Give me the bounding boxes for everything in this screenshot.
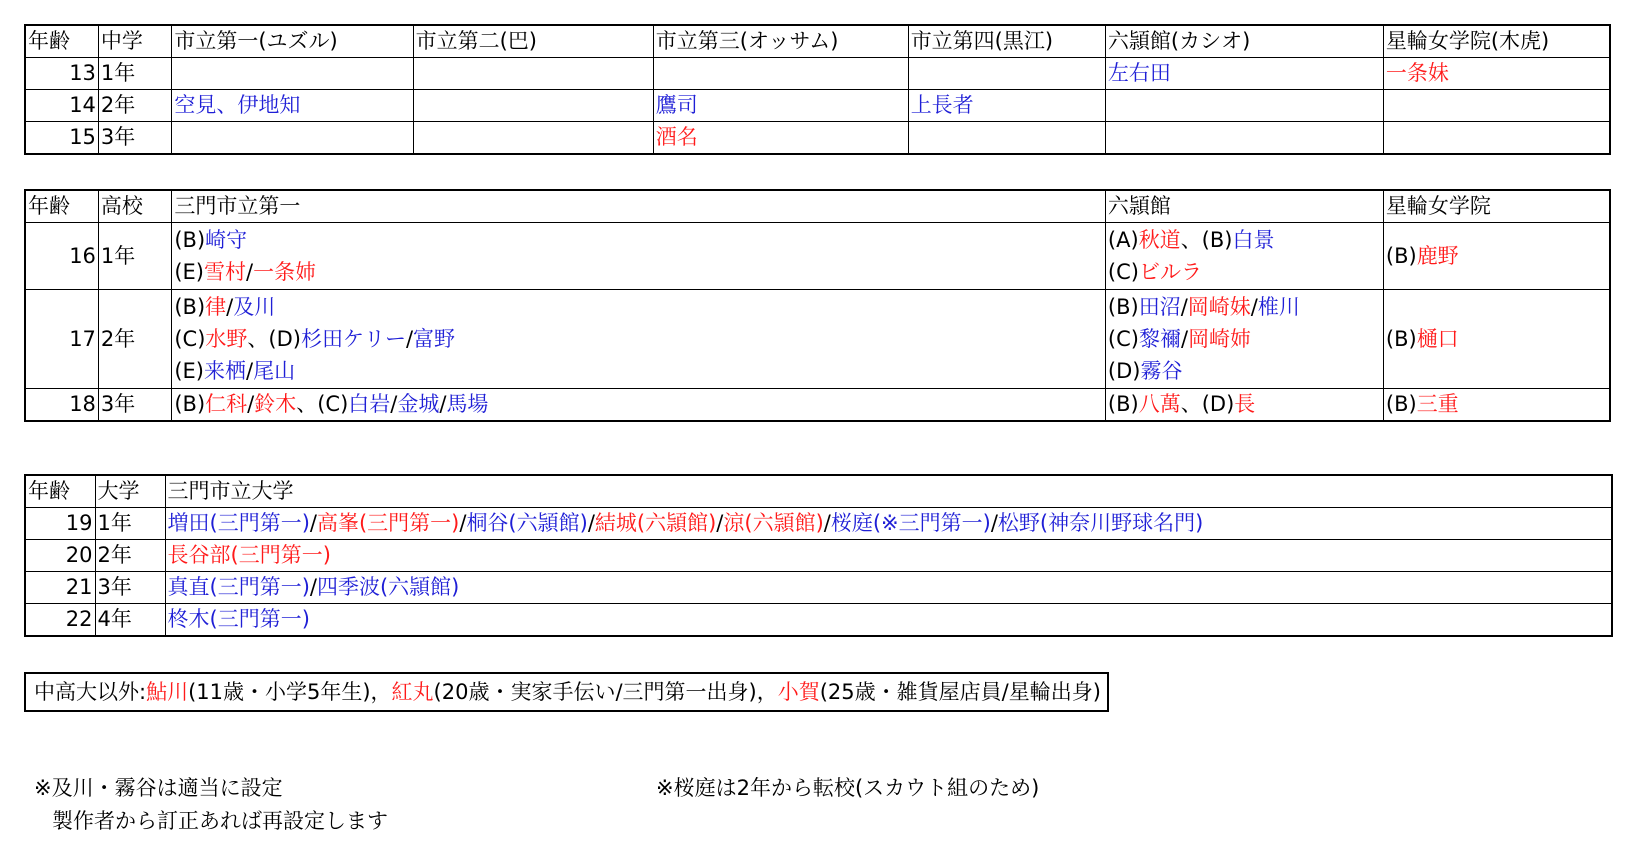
name-cell	[1383, 122, 1610, 155]
header-high-school: 高校	[98, 190, 171, 223]
name-cell	[653, 58, 908, 90]
grade-cell: 1年	[98, 58, 171, 90]
label-text: /	[459, 511, 467, 535]
age-cell: 13	[25, 58, 98, 90]
label-text: /	[1250, 295, 1258, 319]
character-name: 水野	[205, 327, 248, 351]
name-cell: 空見、伊地知	[172, 90, 413, 122]
label-text: /	[247, 392, 255, 416]
label-text: /	[823, 511, 831, 535]
cell-line	[174, 224, 1103, 256]
cell-line	[1108, 389, 1381, 420]
character-name: 椎川	[1257, 295, 1300, 319]
character-name: 岡崎妹	[1187, 295, 1251, 319]
name-cell	[172, 290, 1106, 389]
table-row	[25, 540, 1612, 572]
label-text: /	[246, 359, 254, 383]
cell-line	[1386, 389, 1607, 420]
character-name: 三重	[1416, 392, 1459, 416]
header-age: 年齢	[25, 475, 95, 508]
table-row	[25, 604, 1612, 637]
label-text: (E)	[174, 260, 204, 284]
table-row	[25, 90, 1610, 122]
header-school-3: 市立第三(オッサム)	[653, 25, 908, 58]
label-text: /	[587, 511, 595, 535]
cell-line	[1386, 323, 1607, 355]
note-sakuraba: ※桜庭は2年から転校(スカウト組のため)	[656, 776, 1040, 800]
header-age: 年齢	[25, 190, 98, 223]
high-school-table	[24, 189, 1611, 422]
name-cell	[1105, 90, 1383, 122]
table-row	[25, 58, 1610, 90]
label-text: (B)	[1107, 392, 1139, 416]
name-cell	[172, 389, 1106, 422]
cell-line	[174, 323, 1103, 355]
header-middle-school: 中学	[98, 25, 171, 58]
character-name: 岡崎姉	[1188, 327, 1252, 351]
header-rokueikan: 六頴館(カシオ)	[1105, 25, 1383, 58]
age-cell: 14	[25, 90, 98, 122]
name-cell	[165, 572, 1612, 604]
character-name: 崎守	[205, 228, 248, 252]
univ-header-row	[25, 475, 1612, 508]
cell-line	[1108, 224, 1381, 256]
grade-cell: 2年	[95, 540, 165, 572]
character-name: 鹿野	[1416, 244, 1459, 268]
header-seirin: 星輪女学院	[1383, 190, 1610, 223]
grade-cell: 3年	[98, 122, 171, 155]
header-school-1: 市立第一(ユズル)	[172, 25, 413, 58]
character-name: 長	[1234, 392, 1256, 416]
label-text: (B)	[174, 295, 206, 319]
character-name: 四季波(六頴館)	[316, 575, 460, 599]
name-cell	[1105, 122, 1383, 155]
name-cell	[908, 122, 1105, 155]
grade-cell: 1年	[98, 223, 171, 290]
name-cell	[1383, 90, 1610, 122]
header-mikado-first: 三門市立第一	[172, 190, 1106, 223]
character-name: 金城	[397, 392, 440, 416]
character-name: 田沼	[1138, 295, 1181, 319]
character-name: 結城(六頴館)	[594, 511, 717, 535]
grade-cell: 2年	[98, 90, 171, 122]
character-name: 馬場	[446, 392, 489, 416]
name-cell	[165, 604, 1612, 637]
name-cell: 酒名	[653, 122, 908, 155]
label-text: 、(C)	[296, 392, 349, 416]
name-cell	[413, 122, 653, 155]
character-name: 尾山	[253, 359, 296, 383]
name-cell	[1383, 223, 1610, 290]
grade-cell: 3年	[98, 389, 171, 422]
name-cell: 上長者	[908, 90, 1105, 122]
middle-header-row	[25, 25, 1610, 58]
cell-line	[1386, 240, 1607, 272]
label-text: /	[716, 511, 724, 535]
header-mikado-university: 三門市立大学	[165, 475, 1612, 508]
label-text: (C)	[1107, 327, 1139, 351]
label-text: (B)	[174, 392, 206, 416]
character-name: 小賀	[777, 680, 820, 704]
age-cell: 18	[25, 389, 98, 422]
cell-line	[1108, 256, 1381, 288]
name-cell	[172, 223, 1106, 290]
name-cell	[908, 58, 1105, 90]
label-text: /	[990, 511, 998, 535]
character-name: 涼(六頴館)	[723, 511, 824, 535]
name-cell	[1105, 223, 1383, 290]
label-text: (D)	[1107, 359, 1141, 383]
label-text: /	[226, 295, 234, 319]
table-row	[25, 508, 1612, 540]
table-row	[25, 389, 1610, 422]
age-cell: 15	[25, 122, 98, 155]
grade-cell: 2年	[98, 290, 171, 389]
grade-cell: 1年	[95, 508, 165, 540]
table-row	[25, 223, 1610, 290]
label-text: (E)	[174, 359, 204, 383]
university-table	[24, 474, 1613, 637]
character-name: 白景	[1232, 228, 1275, 252]
label-text: (11歳・小学5年生)，	[188, 680, 392, 704]
name-cell	[1105, 290, 1383, 389]
name-cell	[1383, 290, 1610, 389]
cell-line	[174, 355, 1103, 387]
note-oikawa-kiritani: ※及川・霧谷は適当に設定	[34, 776, 283, 800]
header-school-2: 市立第二(巴)	[413, 25, 653, 58]
label-text: (25歳・雑貨屋店員/星輪出身)	[819, 680, 1101, 704]
label-text: 、(D)	[1180, 392, 1235, 416]
character-name: 富野	[413, 327, 456, 351]
label-text: (20歳・実家手伝い/三門第一出身)，	[433, 680, 778, 704]
cell-line	[1108, 323, 1381, 355]
character-name: 一条姉	[253, 260, 317, 284]
character-name: 秋道	[1138, 228, 1181, 252]
grade-cell: 4年	[95, 604, 165, 637]
label-text: /	[1180, 295, 1188, 319]
label-text: (C)	[174, 327, 206, 351]
character-name: 松野(神奈川野球名門)	[997, 511, 1204, 535]
label-text: 、(D)	[247, 327, 301, 351]
cell-line	[1108, 355, 1381, 387]
label-text: (A)	[1107, 228, 1139, 252]
label-text: (B)	[1385, 327, 1417, 351]
character-name: 来栖	[204, 359, 246, 383]
cell-line	[174, 256, 1103, 288]
header-age: 年齢	[25, 25, 98, 58]
character-name: 柊木(三門第一)	[167, 607, 310, 631]
table-row	[25, 122, 1610, 155]
name-cell	[172, 122, 413, 155]
header-university: 大学	[95, 475, 165, 508]
label-text: /	[390, 392, 398, 416]
table-row	[25, 290, 1610, 389]
label-text: /	[439, 392, 447, 416]
label-text: /	[246, 260, 254, 284]
character-name: 増田(三門第一)	[167, 511, 310, 535]
name-cell	[165, 508, 1612, 540]
label-text: 、(B)	[1180, 228, 1233, 252]
age-cell: 20	[25, 540, 95, 572]
header-rokueikan: 六頴館	[1105, 190, 1383, 223]
character-name: 鮎川	[146, 680, 189, 704]
character-name: ビルラ	[1138, 260, 1202, 284]
header-school-4: 市立第四(黒江)	[908, 25, 1105, 58]
age-cell: 19	[25, 508, 95, 540]
age-cell: 16	[25, 223, 98, 290]
name-cell	[413, 58, 653, 90]
name-cell: 鷹司	[653, 90, 908, 122]
name-cell	[413, 90, 653, 122]
header-seirin: 星輪女学院(木虎)	[1383, 25, 1610, 58]
cell-line	[1108, 291, 1381, 323]
high-header-row	[25, 190, 1610, 223]
label-text: (B)	[174, 228, 206, 252]
character-name: 雪村	[204, 260, 246, 284]
middle-school-table	[24, 24, 1611, 155]
grade-cell: 3年	[95, 572, 165, 604]
label-text: (C)	[1107, 260, 1139, 284]
character-name: 高峯(三門第一)	[316, 511, 460, 535]
age-cell: 21	[25, 572, 95, 604]
name-cell	[165, 540, 1612, 572]
character-name: 律	[205, 295, 227, 319]
character-name: 長谷部(三門第一)	[167, 543, 331, 567]
character-name: 紅丸	[391, 680, 434, 704]
label-text: (B)	[1385, 392, 1417, 416]
character-name: 白岩	[348, 392, 391, 416]
age-cell: 17	[25, 290, 98, 389]
label-text: /	[405, 327, 414, 351]
cell-line	[174, 389, 1103, 420]
name-cell	[1383, 389, 1610, 422]
name-cell: 左右田	[1105, 58, 1383, 90]
name-cell	[1105, 389, 1383, 422]
label-text: (B)	[1107, 295, 1139, 319]
character-name: 黎禰	[1138, 327, 1181, 351]
character-name: 霧谷	[1140, 359, 1183, 383]
others-box	[24, 672, 1109, 712]
cell-line	[174, 291, 1103, 323]
age-cell: 22	[25, 604, 95, 637]
character-name: 及川	[233, 295, 276, 319]
label-text: /	[309, 511, 317, 535]
label-text: 中高大以外:	[34, 680, 147, 704]
note-correction: 製作者から訂正あれば再設定します	[52, 809, 388, 833]
character-name: 杉田ケリー	[300, 327, 406, 351]
name-cell	[172, 58, 413, 90]
label-text: /	[1180, 327, 1189, 351]
character-name: 鈴木	[254, 392, 297, 416]
character-name: 桜庭(※三門第一)	[830, 511, 991, 535]
label-text: (B)	[1385, 244, 1417, 268]
character-name: 樋口	[1416, 327, 1459, 351]
character-name: 仁科	[205, 392, 248, 416]
table-row	[25, 572, 1612, 604]
character-name: 桐谷(六頴館)	[466, 511, 588, 535]
label-text: /	[309, 575, 317, 599]
name-cell: 一条妹	[1383, 58, 1610, 90]
character-name: 真直(三門第一)	[167, 575, 310, 599]
character-name: 八萬	[1138, 392, 1181, 416]
